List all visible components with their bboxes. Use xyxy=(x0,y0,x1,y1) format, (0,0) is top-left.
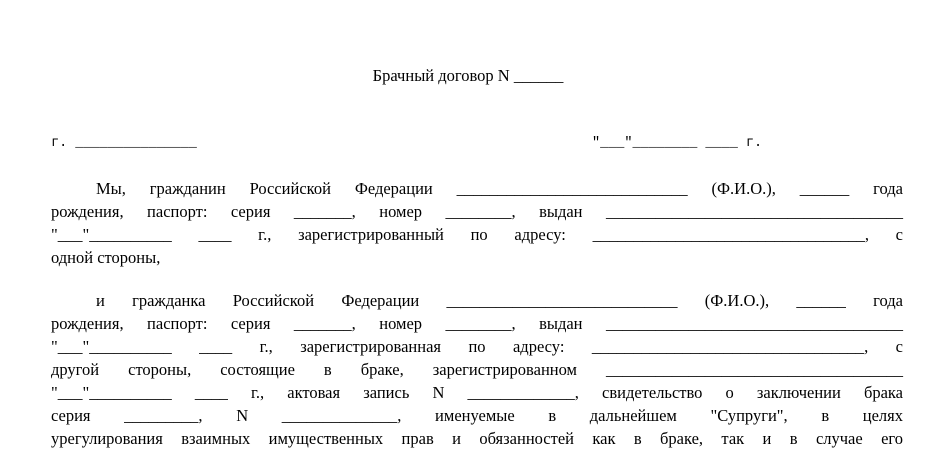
text-line: серия _________, N ______________, именуемые в дальнейшем "Супруги", в целях xyxy=(51,406,903,425)
date-line: "___"________ ____ г. xyxy=(592,136,763,151)
text-line: одной стороны, xyxy=(51,248,161,267)
place-line: г. _______________ xyxy=(51,136,197,151)
text-line: "___"__________ ____ г., зарегистрированный по адресу: _________________________________, с xyxy=(51,225,903,244)
text-line: Мы, гражданин Российской Федерации ____________________________ (Ф.И.О.), ______ года xyxy=(96,179,903,198)
text-line: и гражданка Российской Федерации ____________________________ (Ф.И.О.), ______ года xyxy=(96,291,903,310)
text-line: "___"__________ ____ г., актовая запись N _____________, свидетельство о заключении брака xyxy=(51,383,903,402)
text-line: рождения, паспорт: серия _______, номер ________, выдан ____________________________________ xyxy=(51,314,903,333)
text-line: другой стороны, состоящие в браке, зарегистрированном ____________________________________ xyxy=(51,360,903,379)
text-line: урегулирования взаимных имущественных прав и обязанностей как в браке, так и в случае его xyxy=(51,429,903,448)
text-line: рождения, паспорт: серия _______, номер ________, выдан ____________________________________ xyxy=(51,202,903,221)
text-line: "___"__________ ____ г., зарегистрированная по адресу: _________________________________, с xyxy=(51,337,903,356)
document-title: Брачный договор N ______ xyxy=(372,66,564,85)
